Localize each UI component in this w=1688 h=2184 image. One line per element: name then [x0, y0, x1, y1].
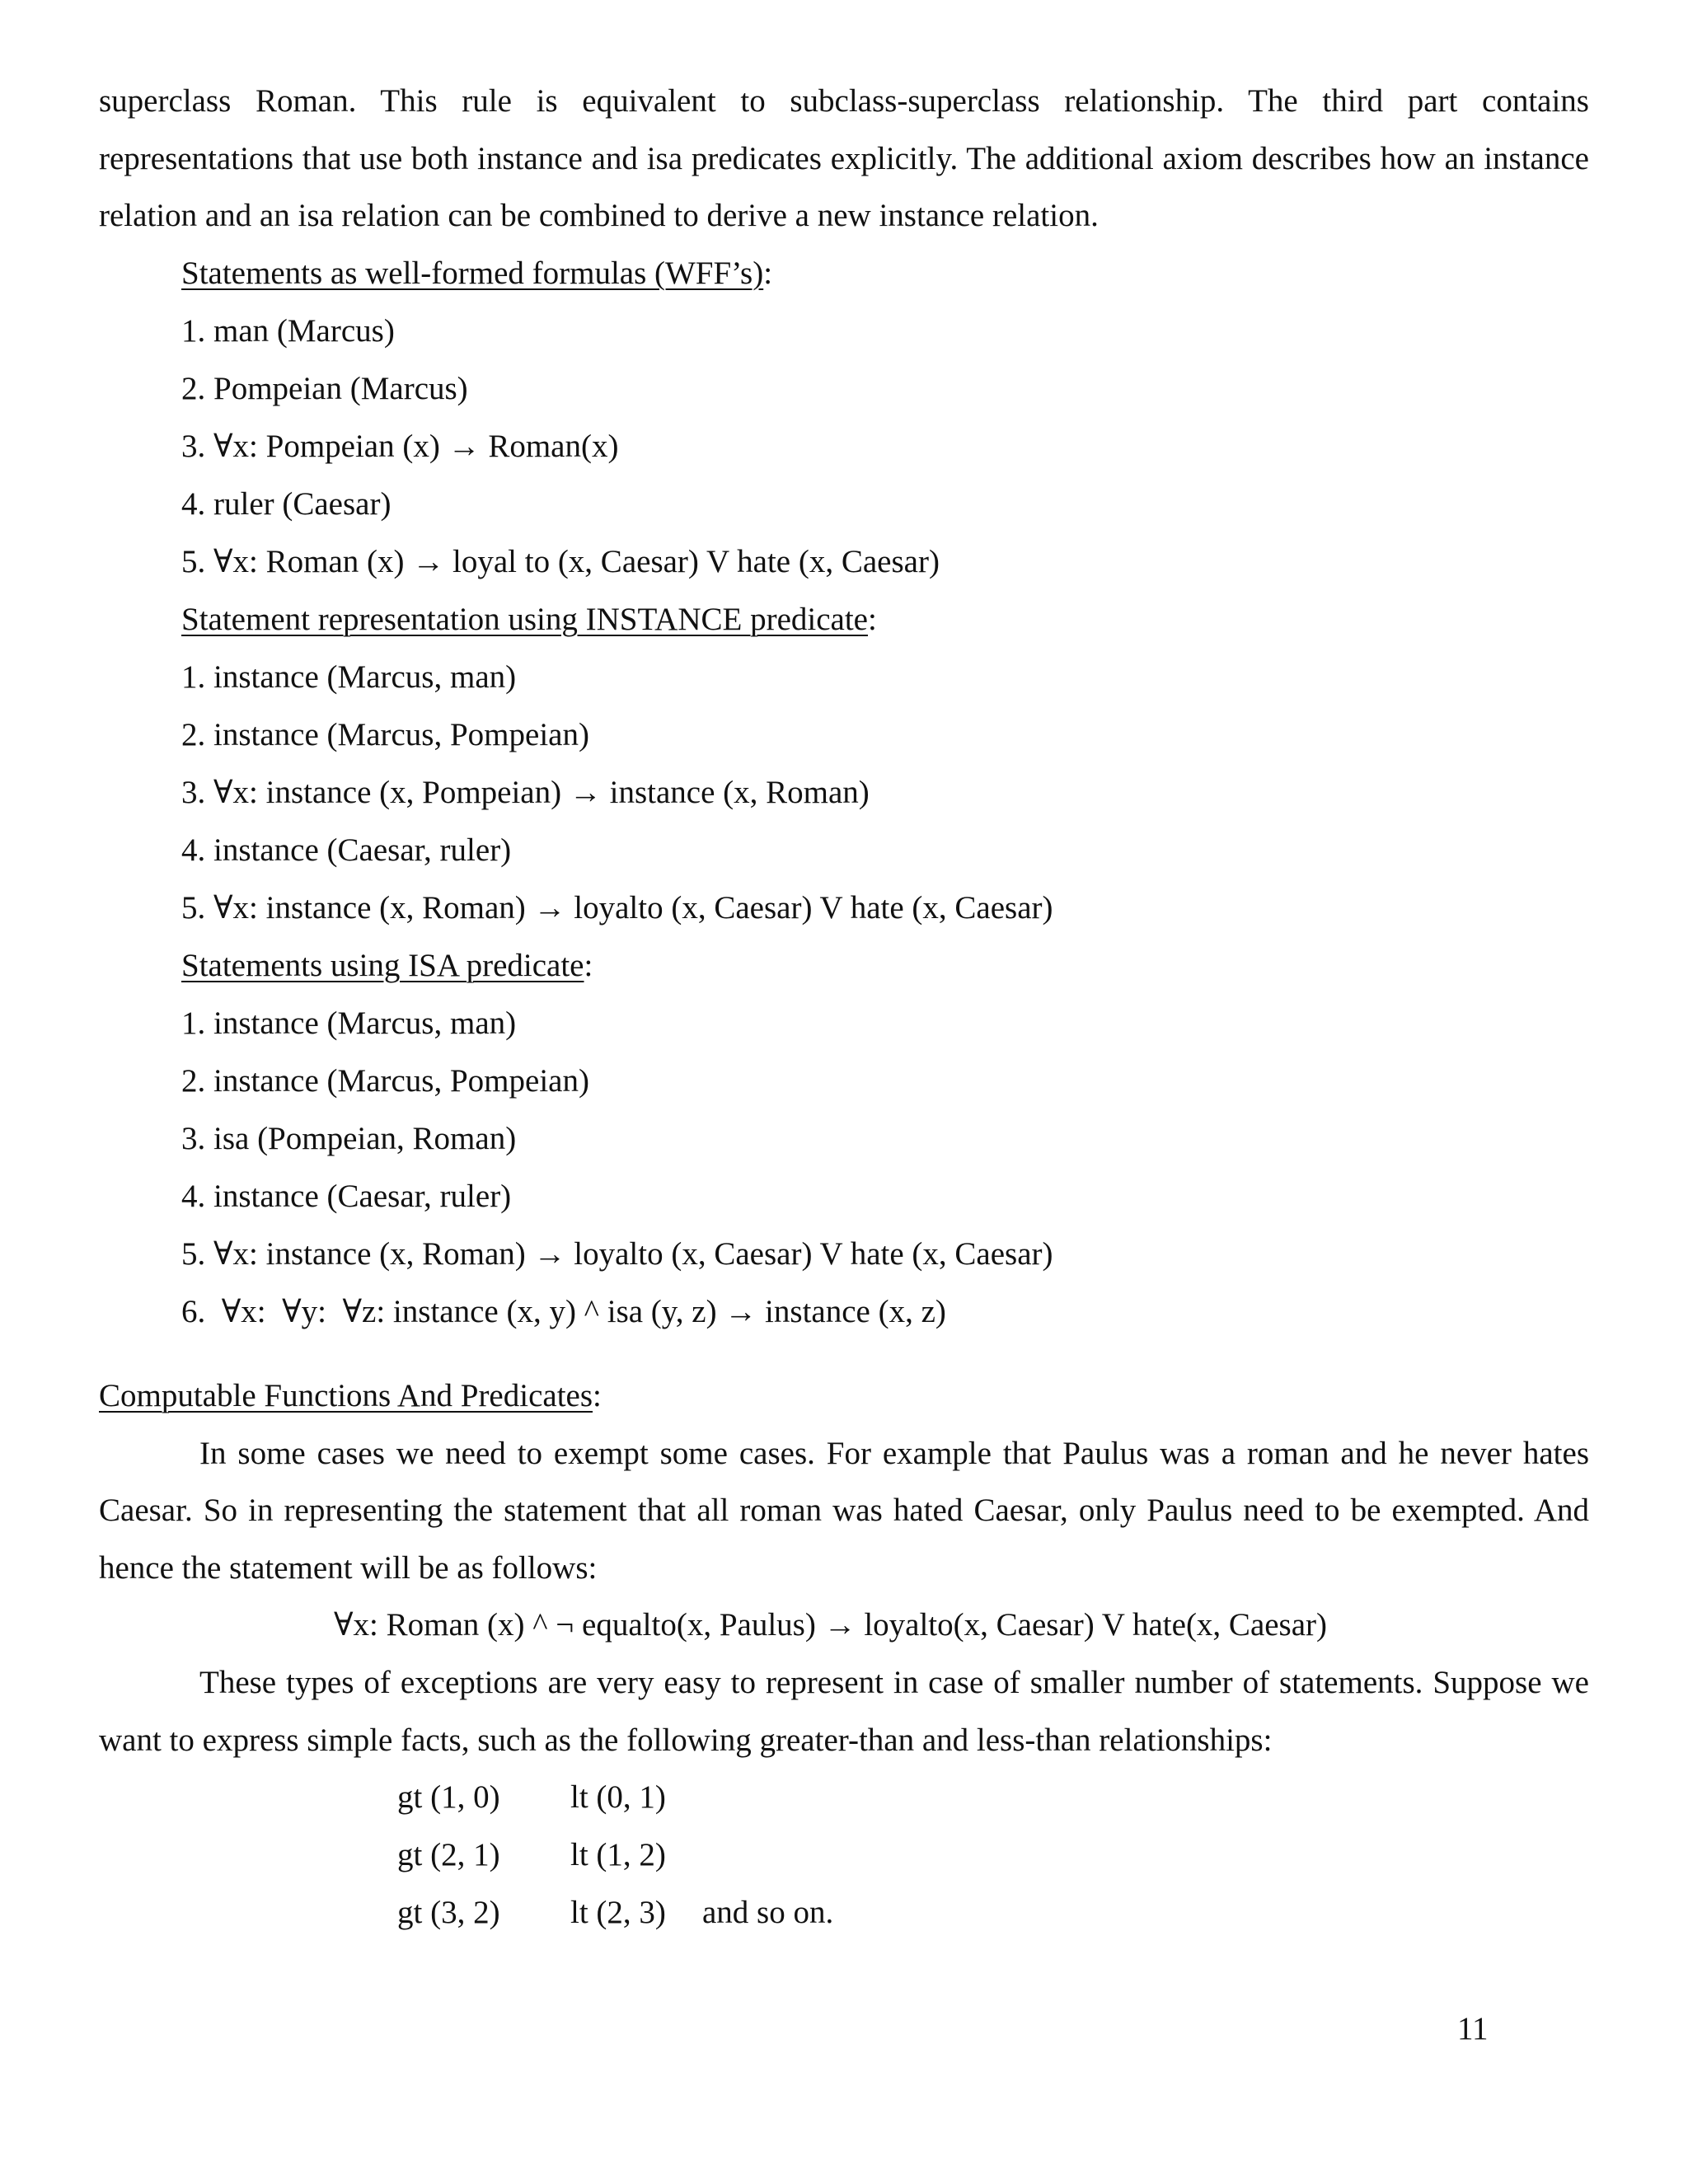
wff-item: 2. Pompeian (Marcus)	[181, 370, 468, 406]
instance-heading-line	[99, 591, 1589, 649]
wff-item: 5. ∀x: Roman (x) → loyal to (x, Caesar) V hate (x, Caesar)	[181, 543, 940, 579]
gt-relation: gt (3, 2)	[397, 1895, 500, 1930]
isa-heading-line	[99, 937, 1589, 995]
intro-paragraph: superclass Roman. This rule is equivalent to subclass-superclass relationship. The third part contains representations that use both instance and isa predicates explicitly. The additional axiom describes how an instance relation and an isa relation can be combined to derive a new instance relation.	[99, 83, 1589, 233]
exception-formula: ∀x: Roman (x) ^ ¬ equalto(x, Paulus) → loyalto(x, Caesar) V hate(x, Caesar)	[334, 1607, 1328, 1643]
isa-item: 2. instance (Marcus, Pompeian)	[181, 1062, 589, 1099]
gt-relation: gt (2, 1)	[397, 1837, 500, 1872]
instance-heading-colon: :	[867, 601, 877, 637]
instance-item: 2. instance (Marcus, Pompeian)	[181, 716, 589, 752]
computable-heading-line	[99, 1367, 1589, 1425]
relations-row	[99, 1826, 1589, 1884]
computable-paragraph-1: In some cases we need to exempt some cases. For example that Paulus was a roman and he never hates Caesar. So in representing the statement that all roman was hated Caesar, only Paulus need to be exempted. And hence the statement will be as follows:	[99, 1435, 1589, 1586]
isa-item: 6. ∀x: ∀y: ∀z: instance (x, y) ^ isa (y, z) → instance (x, z)	[181, 1293, 946, 1329]
document-page	[99, 73, 1589, 1942]
relations-row	[99, 1769, 1589, 1826]
wff-item: 4. ruler (Caesar)	[181, 485, 392, 522]
instance-item: 3. ∀x: instance (x, Pompeian) → instance (x, Roman)	[181, 774, 870, 810]
computable-heading-colon: :	[593, 1377, 602, 1413]
isa-heading: Statements using ISA predicate	[181, 947, 584, 983]
instance-item: 5. ∀x: instance (x, Roman) → loyalto (x, Caesar) V hate (x, Caesar)	[181, 889, 1053, 926]
relation-note: and so on.	[702, 1895, 834, 1930]
lt-relation: lt (2, 3)	[570, 1895, 666, 1930]
wff-item: 1. man (Marcus)	[181, 312, 395, 349]
isa-heading-colon: :	[584, 947, 593, 983]
isa-item: 1. instance (Marcus, man)	[181, 1005, 517, 1041]
wff-item: 3. ∀x: Pompeian (x) → Roman(x)	[181, 428, 619, 464]
wff-heading-colon: :	[763, 255, 773, 291]
relations-table	[99, 1769, 1589, 1942]
computable-paragraph-2: These types of exceptions are very easy to represent in case of smaller number of statements. Suppose we want to express simple facts, such as the following greater-than and less-than relationships:	[99, 1665, 1589, 1758]
gt-relation: gt (1, 0)	[397, 1779, 500, 1815]
instance-heading: Statement representation using INSTANCE predicate	[181, 601, 868, 637]
wff-heading: Statements as well-formed formulas (WFF’s)	[181, 255, 764, 291]
instance-item: 1. instance (Marcus, man)	[181, 658, 517, 695]
lt-relation: lt (1, 2)	[570, 1837, 666, 1872]
computable-heading: Computable Functions And Predicates	[99, 1377, 593, 1413]
isa-item: 3. isa (Pompeian, Roman)	[181, 1120, 517, 1156]
wff-heading-line	[99, 245, 1589, 302]
relations-row	[99, 1884, 1589, 1942]
instance-item: 4. instance (Caesar, ruler)	[181, 832, 512, 868]
isa-item: 5. ∀x: instance (x, Roman) → loyalto (x, Caesar) V hate (x, Caesar)	[181, 1235, 1053, 1272]
lt-relation: lt (0, 1)	[570, 1779, 666, 1815]
page-number: 11	[1457, 2011, 1489, 2046]
isa-item: 4. instance (Caesar, ruler)	[181, 1178, 512, 1214]
